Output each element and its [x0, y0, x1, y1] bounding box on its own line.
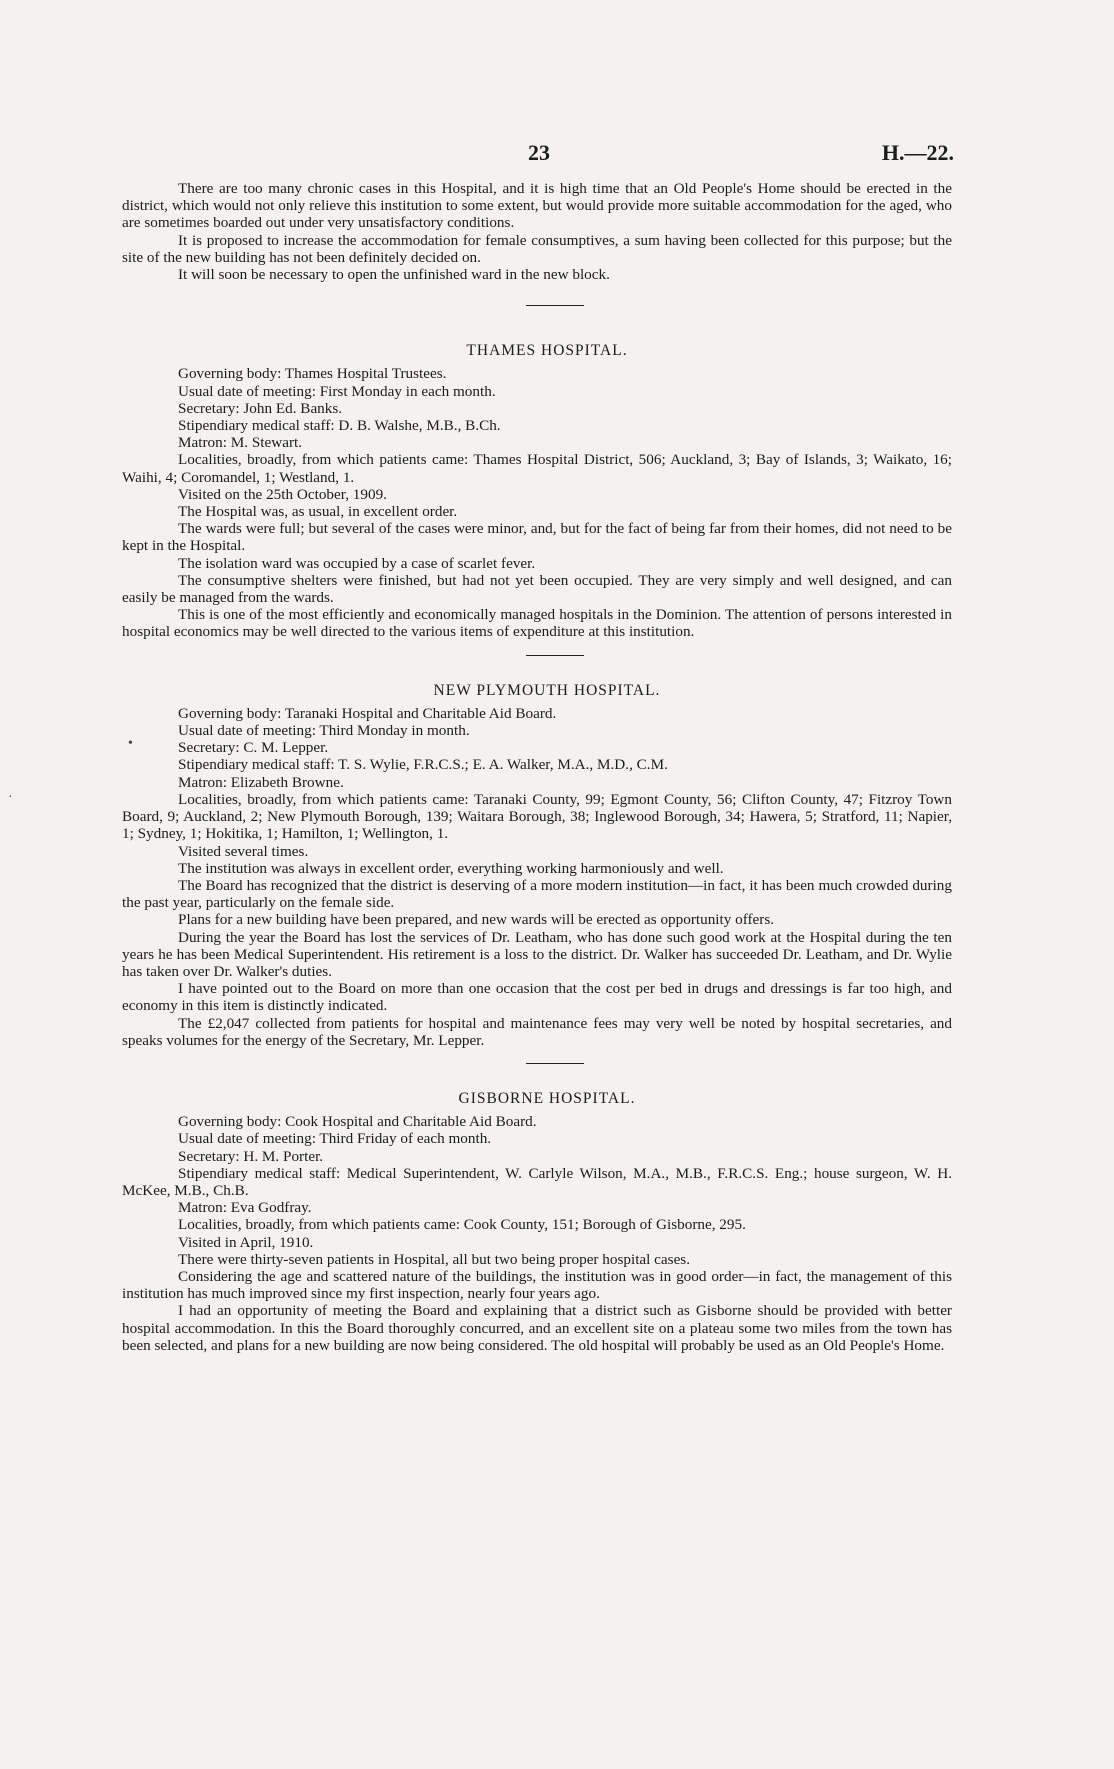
section-divider [526, 655, 584, 656]
thames-hospital-section [122, 342, 952, 640]
secretary: Secretary: John Ed. Banks. [178, 399, 343, 417]
section-title: GISBORNE HOSPITAL. [458, 1089, 636, 1107]
page-header [0, 140, 1114, 172]
paragraph: During the year the Board has lost the services of Dr. Leatham, who has done such good work at the Hospital during the ten years he has been Medical Superintendent. His retirement is a loss to the district. Dr. Walker has succeeded Dr. Leatham, and Dr. Wylie has taken over Dr. Walker's duties. [122, 928, 952, 980]
margin-mark: • [128, 736, 133, 751]
document-reference: H.—22. [881, 140, 954, 165]
new-plymouth-hospital-section [122, 682, 952, 1049]
intro-section [122, 180, 952, 283]
paragraph: Visited in April, 1910. [178, 1233, 314, 1251]
paragraph: The wards were full; but several of the cases were minor, and, but for the fact of being far from their homes, did not need to be kept in the Hospital. [122, 520, 952, 555]
paragraph: Considering the age and scattered nature of the buildings, the institution was in good order—in fact, the management of this institution has much improved since my first inspection, nearly four years ago. [122, 1267, 952, 1303]
margin-mark: · [8, 790, 13, 805]
localities: Localities, broadly, from which patients came: Taranaki County, 99; Egmont County, 56; Clifton County, 47; Fitzroy Town Board, 9; Auckland, 2; New Plymouth Borough, 139; Waitara Borough, 38; Inglewood Borough, 34; Hawera, 5; Stratford, 11; Napier, 1; Sydney, 1; Hokitika, 1; Hamilton, 1; Wellington, 1. [122, 790, 952, 843]
localities: Localities, broadly, from which patients came: Thames Hospital District, 506; Auckland, 3; Bay of Islands, 3; Waikato, 16; Waihi, 4; Coromandel, 1; Westland, 1. [122, 451, 952, 486]
matron: Matron: Elizabeth Browne. [178, 773, 344, 791]
paragraph: There were thirty-seven patients in Hospital, all but two being proper hospital cases. [178, 1250, 691, 1268]
page-body [122, 180, 952, 1354]
paragraph: I have pointed out to the Board on more than one occasion that the cost per bed in drugs and dressings is far too high, and economy in this item is distinctly indicated. [122, 980, 952, 1015]
paragraph: The institution was always in excellent order, everything working harmoniously and well. [178, 859, 724, 877]
paragraph: It will soon be necessary to open the unfinished ward in the new block. [178, 266, 610, 284]
matron: Matron: Eva Godfray. [178, 1199, 312, 1217]
paragraph: It is proposed to increase the accommodation for female consumptives, a sum having been collected for this purpose; but the site of the new building has not been definitely decided on. [122, 231, 952, 266]
paragraph: The isolation ward was occupied by a case of scarlet fever. [178, 554, 536, 572]
paragraph: I had an opportunity of meeting the Board and explaining that a district such as Gisborne should be provided with better hospital accommodation. In this the Board thoroughly concurred, and an excellent site on a plateau some two miles from the town has been selected, and plans for a new building are now being considered. The old hospital will probably be used as an Old People's Home. [122, 1302, 952, 1354]
governing-body: Governing body: Cook Hospital and Charitable Aid Board. [178, 1113, 537, 1131]
paragraph: There are too many chronic cases in this Hospital, and it is high time that an Old People's Home should be erected in the district, which would not only relieve this institution to some extent, but would provide more suitable accommodation for the aged, who are sometimes boarded out under very unsatisfactory conditions. [122, 180, 952, 232]
localities: Localities, broadly, from which patients came: Cook County, 151; Borough of Gisborne, 295. [178, 1216, 746, 1234]
paragraph: The £2,047 collected from patients for hospital and maintenance fees may very well be noted by hospital secretaries, and speaks volumes for the energy of the Secretary, Mr. Lepper. [122, 1014, 952, 1049]
paragraph: Visited several times. [178, 842, 309, 860]
governing-body: Governing body: Taranaki Hospital and Charitable Aid Board. [178, 704, 557, 722]
section-divider [526, 1063, 584, 1064]
paragraph: The Hospital was, as usual, in excellent order. [178, 503, 458, 521]
paragraph: Visited on the 25th October, 1909. [178, 485, 387, 503]
medical-staff: Stipendiary medical staff: T. S. Wylie, F.R.C.S.; E. A. Walker, M.A., M.D., C.M. [178, 756, 668, 774]
paragraph: This is one of the most efficiently and economically managed hospitals in the Dominion. The attention of persons interested in hospital economics may be well directed to the various items of expenditure at this institution. [122, 606, 952, 641]
paragraph: The Board has recognized that the district is deserving of a more modern institution—in fact, it has been much crowded during the past year, particularly on the female side. [122, 876, 952, 912]
paragraph: Plans for a new building have been prepared, and new wards will be erected as opportunity offers. [178, 911, 775, 929]
medical-staff: Stipendiary medical staff: Medical Superintendent, W. Carlyle Wilson, M.A., M.B., F.R.C.S. Eng.; house surgeon, W. H. McKee, M.B., Ch.B. [122, 1164, 952, 1199]
page-number: 23 [528, 140, 550, 165]
gisborne-hospital-section [122, 1090, 952, 1354]
matron: Matron: M. Stewart. [178, 434, 303, 452]
secretary: Secretary: H. M. Porter. [178, 1147, 324, 1165]
meeting-date: Usual date of meeting: Third Monday in month. [178, 722, 470, 740]
section-divider [526, 305, 584, 306]
section-title: THAMES HOSPITAL. [466, 342, 628, 360]
medical-staff: Stipendiary medical staff: D. B. Walshe, M.B., B.Ch. [178, 417, 501, 435]
governing-body: Governing body: Thames Hospital Trustees. [178, 365, 447, 383]
meeting-date: Usual date of meeting: Third Friday of each month. [178, 1130, 492, 1148]
secretary: Secretary: C. M. Lepper. [178, 739, 329, 757]
meeting-date: Usual date of meeting: First Monday in each month. [178, 382, 496, 400]
paragraph: The consumptive shelters were finished, but had not yet been occupied. They are very simply and well designed, and can easily be managed from the wards. [122, 571, 952, 607]
section-title: NEW PLYMOUTH HOSPITAL. [433, 681, 661, 699]
